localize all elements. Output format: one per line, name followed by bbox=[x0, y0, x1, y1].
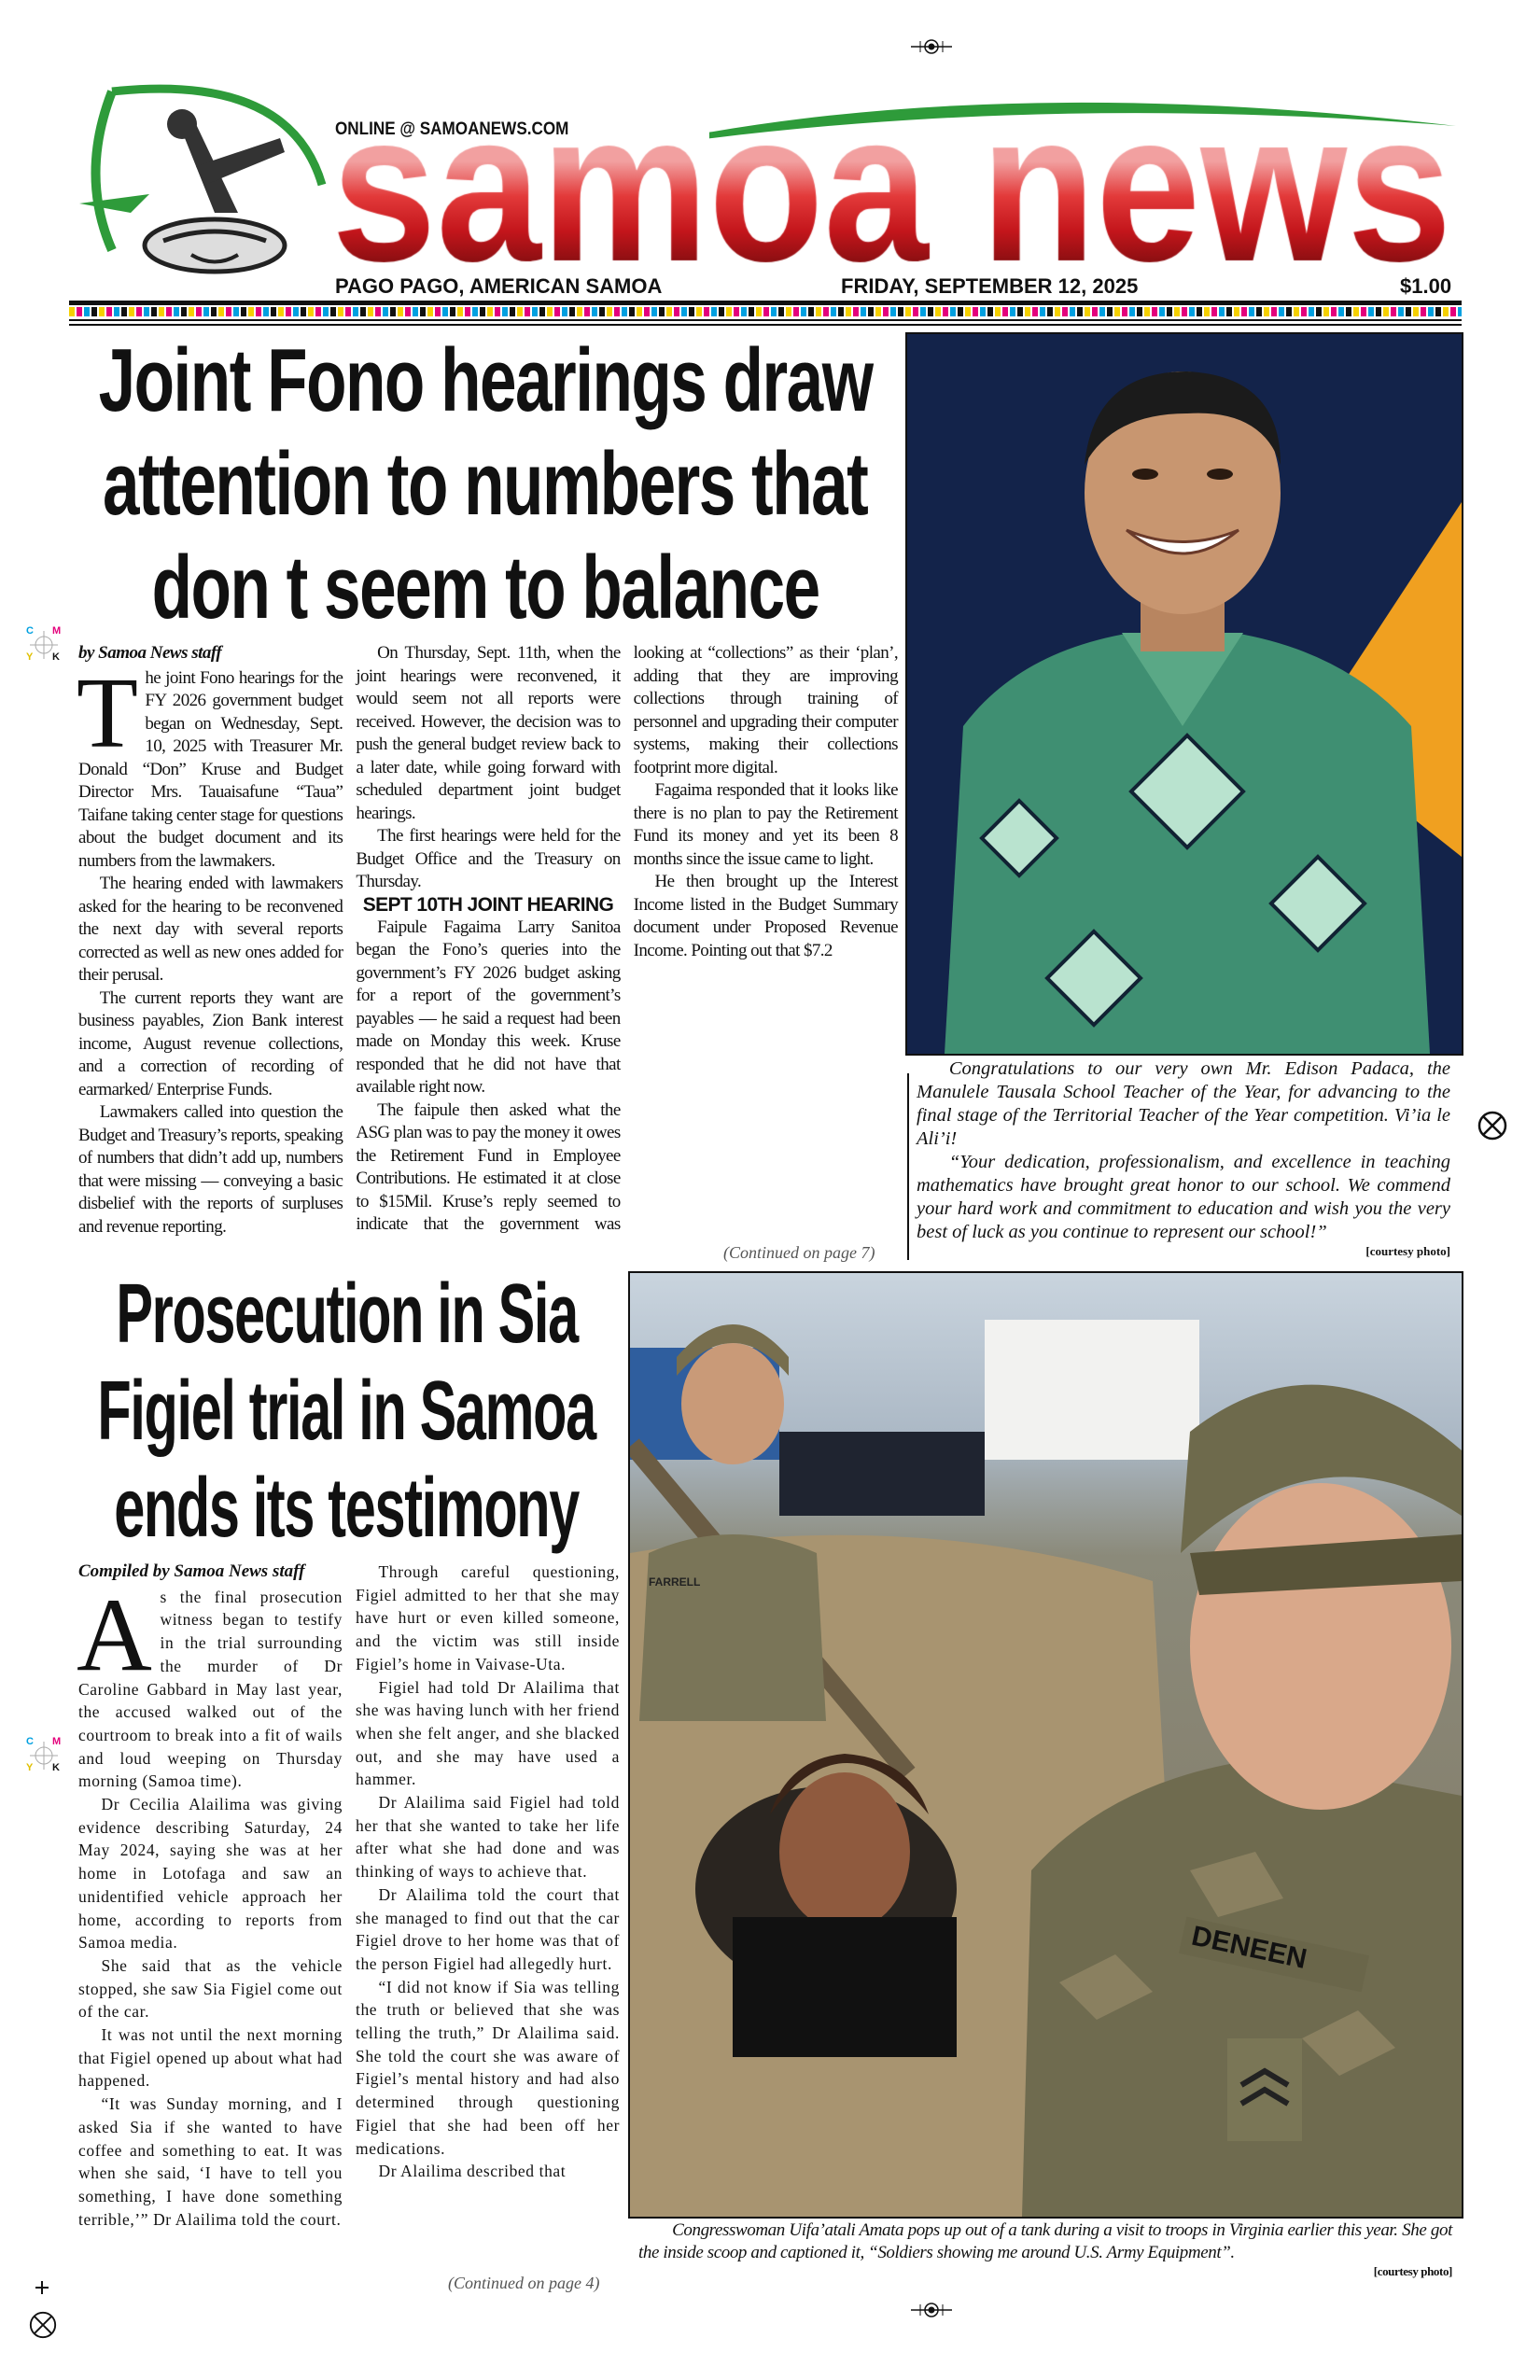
story2-paragraph: As the final prosecution witness began to testify in the trial surrounding the murder of Dr Caroline Gabbard in May last year, the accused walked out of the courtroom to break into a fit of wails and loud weeping on Thursday morning (Samoa time). bbox=[77, 1576, 343, 1791]
teacher-photo-caption bbox=[917, 1057, 1450, 1259]
caption-paragraph: Congresswoman Uifa’atali Amata pops up out of a tank during a visit to troops in Virginia earlier this year. She got the inside scoop and captioned it, “Soldiers showing me around U.S. Army Equipment”. bbox=[638, 2220, 1452, 2262]
masthead-rule bbox=[69, 324, 1462, 326]
story2-paragraph: It was not until the next morning that Figiel opened up about what had happened. bbox=[78, 2025, 343, 2091]
cmyk-c: C bbox=[26, 1736, 34, 1747]
story2-paragraph: Through careful questioning, Figiel admitted to her that she may have hurt or even killed someone, and the victim was still inside Figiel’s home in Vaivase-Uta. bbox=[356, 1562, 620, 1673]
masthead-rule bbox=[69, 301, 1462, 305]
name-tape: FARRELL bbox=[649, 1575, 701, 1589]
registration-mark-top bbox=[911, 37, 952, 56]
story2-paragraph: She said that as the vehicle stopped, she saw Sia Figiel come out of the car. bbox=[78, 1955, 343, 2022]
website-url[interactable]: ONLINE @ SAMOANEWS.COM bbox=[335, 119, 569, 139]
plus-mark-icon bbox=[35, 2281, 49, 2294]
story2-body bbox=[78, 1561, 620, 2270]
story1-byline: by Samoa News staff bbox=[78, 643, 222, 663]
decorative-triangle-border bbox=[69, 307, 1462, 316]
cmyk-k: K bbox=[52, 651, 60, 663]
headline-line: attention to numbers that bbox=[103, 434, 868, 534]
story1-paragraph: On Thursday, Sept. 11th, when the joint hearings were reconvened, it would seem not all reports were received. However, the decision was to push the general budget review back to a later date, while going forward with scheduled department joint budget hearings. bbox=[356, 643, 621, 823]
registration-mark-bottom bbox=[911, 2301, 952, 2319]
crosshair-mark-icon bbox=[1477, 1110, 1508, 1141]
column-rule bbox=[907, 1073, 909, 1260]
cmyk-m: M bbox=[52, 625, 62, 637]
story2-paragraph: “It was Sunday morning, and I asked Sia if she wanted to have coffee and something to eat. It was when she said, ‘I have to tell you something, I have done something terrible,’” Dr Alailima told the court. bbox=[78, 2094, 343, 2229]
headline-line: Figiel trial in Samoa bbox=[97, 1365, 596, 1458]
story2-paragraph: “I did not know if Sia was telling the truth or believed that she was telling the truth,” Dr Alailima said. She told the court she was aware of Figiel’s mental history and had also determined through questioning Figiel that she had been off her medications. bbox=[356, 1977, 620, 2158]
headline-line: ends its testimony bbox=[114, 1462, 580, 1555]
story1-continued-link[interactable]: (Continued on page 7) bbox=[723, 1243, 875, 1262]
story2-paragraph: Dr Alailima described that bbox=[378, 2162, 567, 2181]
cmyk-k: K bbox=[52, 1762, 60, 1773]
teacher-portrait-image bbox=[907, 334, 1462, 1054]
story1-paragraph: The faipule then asked what the ASG plan was to pay the money it owes the Retirement Fund in Employee Contributions. He estimated it at close to $15Mil. Kruse’s reply seemed to indicate that the government was looking at “collections” as their ‘plan’, adding that they are improving collections through training of personnel and upgrading their computer systems, making their collections footprint more digital. bbox=[356, 643, 898, 1234]
story1-subhead: SEPT 10TH JOINT HEARING bbox=[362, 893, 614, 916]
cmyk-y: Y bbox=[26, 651, 34, 663]
cmyk-mark bbox=[24, 625, 65, 666]
story2-paragraph: Dr Cecilia Alailima was giving evidence describing Saturday, 24 May 2024, saying she was at her home in Lotofaga and saw an unidentified vehicle approach her home, according to reports from Samoa media. bbox=[78, 1795, 343, 1953]
teacher-photo bbox=[905, 332, 1463, 1056]
crosshair-mark-icon bbox=[28, 2310, 58, 2340]
caption-paragraph: “Your dedication, professionalism, and excellence in teaching mathematics have brought great honor to our school. We commend your hard work and commitment to education and wish you the very best of luck as you continue to represent our school!” bbox=[917, 1152, 1450, 1242]
issue-date: FRIDAY, SEPTEMBER 12, 2025 bbox=[841, 274, 1139, 298]
newspaper-nameplate bbox=[329, 144, 1458, 269]
soldiers-tank-image bbox=[630, 1273, 1462, 2217]
story2-headline[interactable] bbox=[75, 1266, 619, 1557]
story1-paragraph: The current reports they want are business payables, Zion Bank interest income, August revenue collections, and a correction of recording of earmarked/ Enterprise Funds. bbox=[78, 987, 343, 1099]
story1-body bbox=[78, 642, 898, 1239]
drop-cap: A bbox=[77, 1576, 153, 1693]
story1-headline[interactable] bbox=[73, 329, 898, 639]
story1-paragraph: Fagaima responded that it looks like there is no plan to pay the Retirement Fund its money and yet its been 8 months since the issue came to light. bbox=[633, 780, 898, 869]
photo-credit: [courtesy photo] bbox=[1373, 2264, 1452, 2278]
masthead-rule bbox=[69, 319, 1462, 321]
story2-paragraph: Figiel had told Dr Alailima that she was having lunch with her friend when she felt anger, and she blacked out, and she may have used a hammer. bbox=[356, 1677, 620, 1789]
location: PAGO PAGO, AMERICAN SAMOA bbox=[335, 274, 663, 298]
tank-photo-caption bbox=[638, 2219, 1452, 2279]
name-tape: DENEEN bbox=[1188, 1920, 1310, 1975]
headline-line: Joint Fono hearings draw bbox=[98, 330, 873, 430]
drop-cap: T bbox=[77, 657, 138, 769]
cmyk-m: M bbox=[52, 1736, 62, 1747]
tank-photo bbox=[628, 1271, 1463, 2219]
story2-paragraph: Dr Alailima said Figiel had told her that she wanted to take her life after what she had done and was thinking of ways to achieve that. bbox=[356, 1793, 620, 1882]
story1-paragraph: The first hearings were held for the Budget Office and the Treasury on Thursday. bbox=[356, 826, 621, 891]
caption-paragraph: Congratulations to our very own Mr. Edison Padaca, the Manulele Tausala School Teacher of the Year, for advancing to the final stage of the Territorial Teacher of the Year competition. Vi’ia le Ali’i! bbox=[917, 1058, 1450, 1149]
story1-paragraph: The hearing ended with lawmakers asked for the hearing to be reconvened the next day with several reports corrected as well as new ones added for their perusal. bbox=[78, 874, 343, 985]
cmyk-mark bbox=[24, 1736, 65, 1777]
story2-paragraph: Dr Alailima told the court that she managed to find out that the car Figiel drove to her home was that of the person Figiel had allegedly hurt. bbox=[356, 1884, 620, 1973]
story1-paragraph: Lawmakers called into question the Budget and Treasury’s reports, speaking of numbers that didn’t add up, numbers that were missing — conveying a basic disbelief with the reports of surpluses and revenue reporting. bbox=[78, 1102, 343, 1237]
story2-byline: Compiled by Samoa News staff bbox=[78, 1561, 305, 1581]
samoa-news-logo bbox=[75, 73, 331, 283]
story1-paragraph: Faipule Fagaima Larry Sanitoa began the Fono’s queries into the government’s FY 2026 budget asking for a report of the government’s payables — he said a request had been made on Monday this week. Kruse responded that he did not have that available right now. bbox=[356, 917, 621, 1097]
headline-line: don t seem to balance bbox=[151, 538, 819, 637]
price: $1.00 bbox=[1400, 274, 1452, 298]
story2-continued-link[interactable]: (Continued on page 4) bbox=[448, 2274, 600, 2292]
story1-paragraph: He then brought up the Interest Income listed in the Budget Summary document under Proposed Revenue Income. Pointing out that $7.2 bbox=[633, 872, 898, 960]
photo-credit: [courtesy photo] bbox=[1365, 1244, 1450, 1258]
cmyk-y: Y bbox=[26, 1762, 34, 1773]
story1-paragraph: The joint Fono hearings for the FY 2026 government budget began on Wednesday, Sept. 10, 2025 with Treasurer Mr. Donald “Don” Kruse and Budget Director Mrs. Tauaisafune “Taua” Taifane taking center stage for questions about the budget document and its numbers from the lawmakers. bbox=[77, 657, 343, 871]
cmyk-c: C bbox=[26, 625, 34, 637]
headline-line: Prosecution in Sia bbox=[116, 1267, 578, 1361]
green-swoosh bbox=[709, 89, 1465, 145]
